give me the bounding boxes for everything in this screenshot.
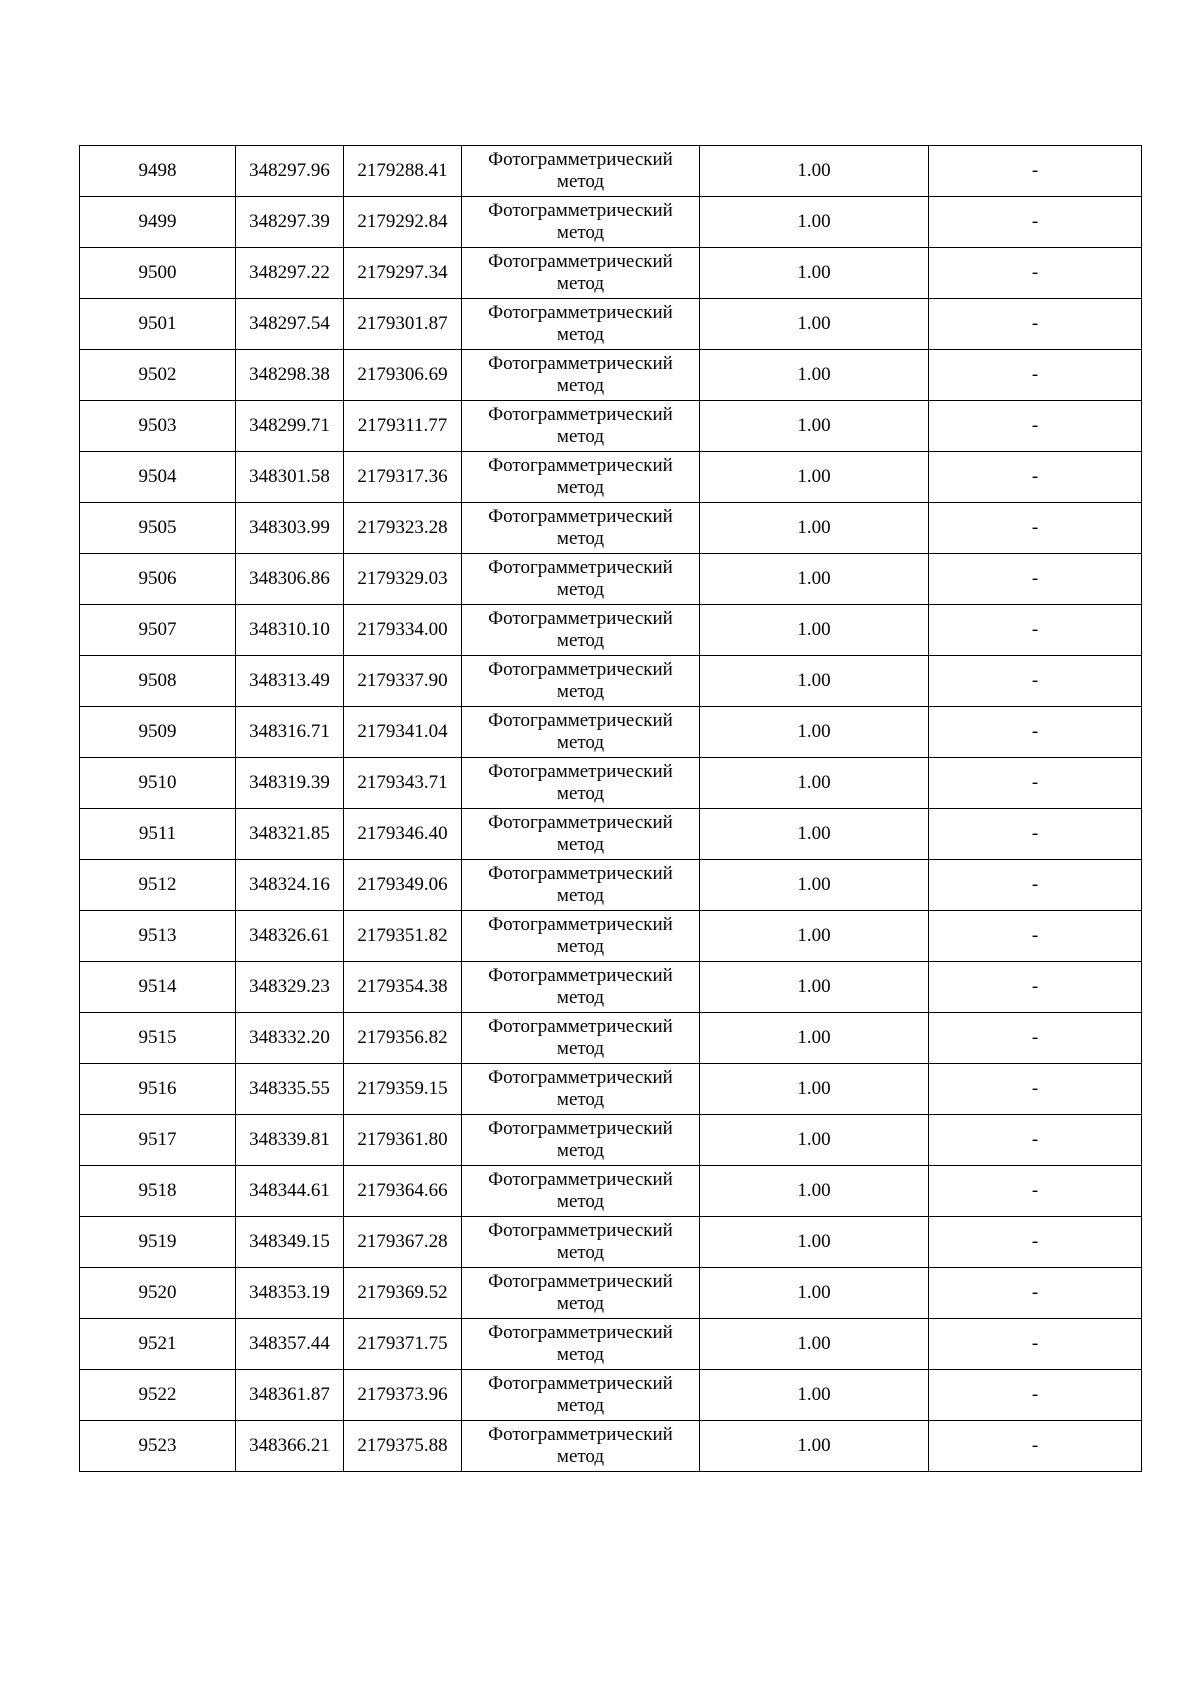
note-cell: - (929, 1217, 1142, 1268)
x-coordinate-cell: 348301.58 (236, 452, 344, 503)
point-number-cell: 9502 (80, 350, 236, 401)
point-number-cell: 9499 (80, 197, 236, 248)
x-coordinate-cell: 348353.19 (236, 1268, 344, 1319)
table-row (80, 1268, 1142, 1319)
accuracy-cell: 1.00 (700, 554, 929, 605)
note-cell: - (929, 911, 1142, 962)
accuracy-cell: 1.00 (700, 860, 929, 911)
table-row (80, 605, 1142, 656)
table-row (80, 146, 1142, 197)
accuracy-cell: 1.00 (700, 1013, 929, 1064)
point-number-cell: 9513 (80, 911, 236, 962)
method-text: Фотограмметрический метод (488, 1424, 673, 1467)
point-number-cell: 9522 (80, 1370, 236, 1421)
method-text: Фотограмметрический метод (488, 1118, 673, 1161)
table-row (80, 1166, 1142, 1217)
point-number-cell: 9505 (80, 503, 236, 554)
table-row (80, 809, 1142, 860)
point-number-cell: 9504 (80, 452, 236, 503)
y-coordinate-cell: 2179371.75 (344, 1319, 462, 1370)
accuracy-cell: 1.00 (700, 605, 929, 656)
method-cell (462, 605, 700, 656)
accuracy-cell: 1.00 (700, 1421, 929, 1472)
x-coordinate-cell: 348297.96 (236, 146, 344, 197)
y-coordinate-cell: 2179297.34 (344, 248, 462, 299)
method-cell (462, 299, 700, 350)
x-coordinate-cell: 348310.10 (236, 605, 344, 656)
x-coordinate-cell: 348297.39 (236, 197, 344, 248)
accuracy-cell: 1.00 (700, 1217, 929, 1268)
method-cell (462, 503, 700, 554)
table-row (80, 299, 1142, 350)
y-coordinate-cell: 2179361.80 (344, 1115, 462, 1166)
point-number-cell: 9500 (80, 248, 236, 299)
method-cell (462, 758, 700, 809)
point-number-cell: 9501 (80, 299, 236, 350)
y-coordinate-cell: 2179334.00 (344, 605, 462, 656)
y-coordinate-cell: 2179329.03 (344, 554, 462, 605)
accuracy-cell: 1.00 (700, 452, 929, 503)
method-text: Фотограмметрический метод (488, 1169, 673, 1212)
note-cell: - (929, 350, 1142, 401)
y-coordinate-cell: 2179351.82 (344, 911, 462, 962)
y-coordinate-cell: 2179301.87 (344, 299, 462, 350)
y-coordinate-cell: 2179364.66 (344, 1166, 462, 1217)
method-text: Фотограмметрический метод (488, 710, 673, 753)
point-number-cell: 9523 (80, 1421, 236, 1472)
method-text: Фотограмметрический метод (488, 302, 673, 345)
y-coordinate-cell: 2179288.41 (344, 146, 462, 197)
method-text: Фотограмметрический метод (488, 1016, 673, 1059)
note-cell: - (929, 248, 1142, 299)
note-cell: - (929, 605, 1142, 656)
method-cell (462, 146, 700, 197)
x-coordinate-cell: 348321.85 (236, 809, 344, 860)
method-text: Фотограмметрический метод (488, 1220, 673, 1263)
accuracy-cell: 1.00 (700, 248, 929, 299)
x-coordinate-cell: 348298.38 (236, 350, 344, 401)
y-coordinate-cell: 2179341.04 (344, 707, 462, 758)
y-coordinate-cell: 2179311.77 (344, 401, 462, 452)
method-cell (462, 401, 700, 452)
accuracy-cell: 1.00 (700, 503, 929, 554)
table-row (80, 707, 1142, 758)
method-cell (462, 1064, 700, 1115)
y-coordinate-cell: 2179373.96 (344, 1370, 462, 1421)
x-coordinate-cell: 348316.71 (236, 707, 344, 758)
table-row (80, 758, 1142, 809)
accuracy-cell: 1.00 (700, 1319, 929, 1370)
y-coordinate-cell: 2179356.82 (344, 1013, 462, 1064)
table-row (80, 248, 1142, 299)
method-text: Фотограмметрический метод (488, 1067, 673, 1110)
method-cell (462, 197, 700, 248)
method-cell (462, 656, 700, 707)
coordinates-table (79, 145, 1142, 1472)
method-cell (462, 1013, 700, 1064)
method-text: Фотограмметрический метод (488, 1373, 673, 1416)
note-cell: - (929, 962, 1142, 1013)
note-cell: - (929, 758, 1142, 809)
x-coordinate-cell: 348335.55 (236, 1064, 344, 1115)
y-coordinate-cell: 2179375.88 (344, 1421, 462, 1472)
y-coordinate-cell: 2179369.52 (344, 1268, 462, 1319)
x-coordinate-cell: 348339.81 (236, 1115, 344, 1166)
y-coordinate-cell: 2179367.28 (344, 1217, 462, 1268)
x-coordinate-cell: 348306.86 (236, 554, 344, 605)
accuracy-cell: 1.00 (700, 299, 929, 350)
y-coordinate-cell: 2179323.28 (344, 503, 462, 554)
table-body (80, 146, 1142, 1472)
accuracy-cell: 1.00 (700, 1115, 929, 1166)
point-number-cell: 9518 (80, 1166, 236, 1217)
y-coordinate-cell: 2179346.40 (344, 809, 462, 860)
method-cell (462, 248, 700, 299)
x-coordinate-cell: 348329.23 (236, 962, 344, 1013)
method-text: Фотограмметрический метод (488, 1271, 673, 1314)
note-cell: - (929, 1421, 1142, 1472)
note-cell: - (929, 1115, 1142, 1166)
method-text: Фотограмметрический метод (488, 1322, 673, 1365)
y-coordinate-cell: 2179349.06 (344, 860, 462, 911)
accuracy-cell: 1.00 (700, 809, 929, 860)
table-row (80, 962, 1142, 1013)
point-number-cell: 9498 (80, 146, 236, 197)
method-cell (462, 1319, 700, 1370)
accuracy-cell: 1.00 (700, 1268, 929, 1319)
method-cell (462, 554, 700, 605)
x-coordinate-cell: 348319.39 (236, 758, 344, 809)
accuracy-cell: 1.00 (700, 401, 929, 452)
y-coordinate-cell: 2179337.90 (344, 656, 462, 707)
note-cell: - (929, 503, 1142, 554)
method-text: Фотограмметрический метод (488, 608, 673, 651)
accuracy-cell: 1.00 (700, 707, 929, 758)
accuracy-cell: 1.00 (700, 1064, 929, 1115)
accuracy-cell: 1.00 (700, 656, 929, 707)
method-cell (462, 1421, 700, 1472)
note-cell: - (929, 707, 1142, 758)
method-cell (462, 707, 700, 758)
table-row (80, 554, 1142, 605)
accuracy-cell: 1.00 (700, 911, 929, 962)
note-cell: - (929, 1166, 1142, 1217)
method-text: Фотограмметрический метод (488, 353, 673, 396)
point-number-cell: 9512 (80, 860, 236, 911)
method-text: Фотограмметрический метод (488, 251, 673, 294)
method-cell (462, 1370, 700, 1421)
table-row (80, 452, 1142, 503)
note-cell: - (929, 299, 1142, 350)
method-text: Фотограмметрический метод (488, 506, 673, 549)
method-text: Фотограмметрический метод (488, 404, 673, 447)
note-cell: - (929, 554, 1142, 605)
table-row (80, 1370, 1142, 1421)
table-row (80, 860, 1142, 911)
method-cell (462, 809, 700, 860)
y-coordinate-cell: 2179292.84 (344, 197, 462, 248)
table-row (80, 1217, 1142, 1268)
method-cell (462, 860, 700, 911)
note-cell: - (929, 1013, 1142, 1064)
point-number-cell: 9521 (80, 1319, 236, 1370)
method-cell (462, 911, 700, 962)
method-text: Фотограмметрический метод (488, 149, 673, 192)
note-cell: - (929, 809, 1142, 860)
accuracy-cell: 1.00 (700, 350, 929, 401)
y-coordinate-cell: 2179354.38 (344, 962, 462, 1013)
point-number-cell: 9515 (80, 1013, 236, 1064)
point-number-cell: 9519 (80, 1217, 236, 1268)
note-cell: - (929, 860, 1142, 911)
table-row (80, 656, 1142, 707)
table-row (80, 350, 1142, 401)
accuracy-cell: 1.00 (700, 962, 929, 1013)
method-text: Фотограмметрический метод (488, 965, 673, 1008)
method-cell (462, 1268, 700, 1319)
point-number-cell: 9510 (80, 758, 236, 809)
table-row (80, 1013, 1142, 1064)
point-number-cell: 9503 (80, 401, 236, 452)
method-cell (462, 962, 700, 1013)
note-cell: - (929, 452, 1142, 503)
table-row (80, 1115, 1142, 1166)
method-cell (462, 452, 700, 503)
table-row (80, 503, 1142, 554)
point-number-cell: 9509 (80, 707, 236, 758)
note-cell: - (929, 146, 1142, 197)
accuracy-cell: 1.00 (700, 758, 929, 809)
note-cell: - (929, 1268, 1142, 1319)
method-text: Фотограмметрический метод (488, 455, 673, 498)
table-row (80, 911, 1142, 962)
x-coordinate-cell: 348357.44 (236, 1319, 344, 1370)
accuracy-cell: 1.00 (700, 197, 929, 248)
x-coordinate-cell: 348361.87 (236, 1370, 344, 1421)
y-coordinate-cell: 2179306.69 (344, 350, 462, 401)
accuracy-cell: 1.00 (700, 1370, 929, 1421)
x-coordinate-cell: 348303.99 (236, 503, 344, 554)
point-number-cell: 9507 (80, 605, 236, 656)
accuracy-cell: 1.00 (700, 1166, 929, 1217)
point-number-cell: 9514 (80, 962, 236, 1013)
y-coordinate-cell: 2179317.36 (344, 452, 462, 503)
x-coordinate-cell: 348299.71 (236, 401, 344, 452)
method-cell (462, 1217, 700, 1268)
method-text: Фотограмметрический метод (488, 812, 673, 855)
method-text: Фотограмметрический метод (488, 914, 673, 957)
note-cell: - (929, 1064, 1142, 1115)
x-coordinate-cell: 348313.49 (236, 656, 344, 707)
point-number-cell: 9506 (80, 554, 236, 605)
table-row (80, 197, 1142, 248)
y-coordinate-cell: 2179343.71 (344, 758, 462, 809)
note-cell: - (929, 1370, 1142, 1421)
point-number-cell: 9511 (80, 809, 236, 860)
note-cell: - (929, 197, 1142, 248)
point-number-cell: 9520 (80, 1268, 236, 1319)
point-number-cell: 9516 (80, 1064, 236, 1115)
method-text: Фотограмметрический метод (488, 659, 673, 702)
table-row (80, 1319, 1142, 1370)
x-coordinate-cell: 348324.16 (236, 860, 344, 911)
x-coordinate-cell: 348297.54 (236, 299, 344, 350)
method-cell (462, 1166, 700, 1217)
method-cell (462, 350, 700, 401)
method-text: Фотограмметрический метод (488, 557, 673, 600)
point-number-cell: 9517 (80, 1115, 236, 1166)
y-coordinate-cell: 2179359.15 (344, 1064, 462, 1115)
method-text: Фотограмметрический метод (488, 761, 673, 804)
point-number-cell: 9508 (80, 656, 236, 707)
note-cell: - (929, 656, 1142, 707)
x-coordinate-cell: 348366.21 (236, 1421, 344, 1472)
accuracy-cell: 1.00 (700, 146, 929, 197)
note-cell: - (929, 401, 1142, 452)
note-cell: - (929, 1319, 1142, 1370)
x-coordinate-cell: 348344.61 (236, 1166, 344, 1217)
table-row (80, 1421, 1142, 1472)
method-text: Фотограмметрический метод (488, 200, 673, 243)
method-cell (462, 1115, 700, 1166)
x-coordinate-cell: 348297.22 (236, 248, 344, 299)
x-coordinate-cell: 348349.15 (236, 1217, 344, 1268)
method-text: Фотограмметрический метод (488, 863, 673, 906)
x-coordinate-cell: 348326.61 (236, 911, 344, 962)
x-coordinate-cell: 348332.20 (236, 1013, 344, 1064)
table-row (80, 1064, 1142, 1115)
table-row (80, 401, 1142, 452)
